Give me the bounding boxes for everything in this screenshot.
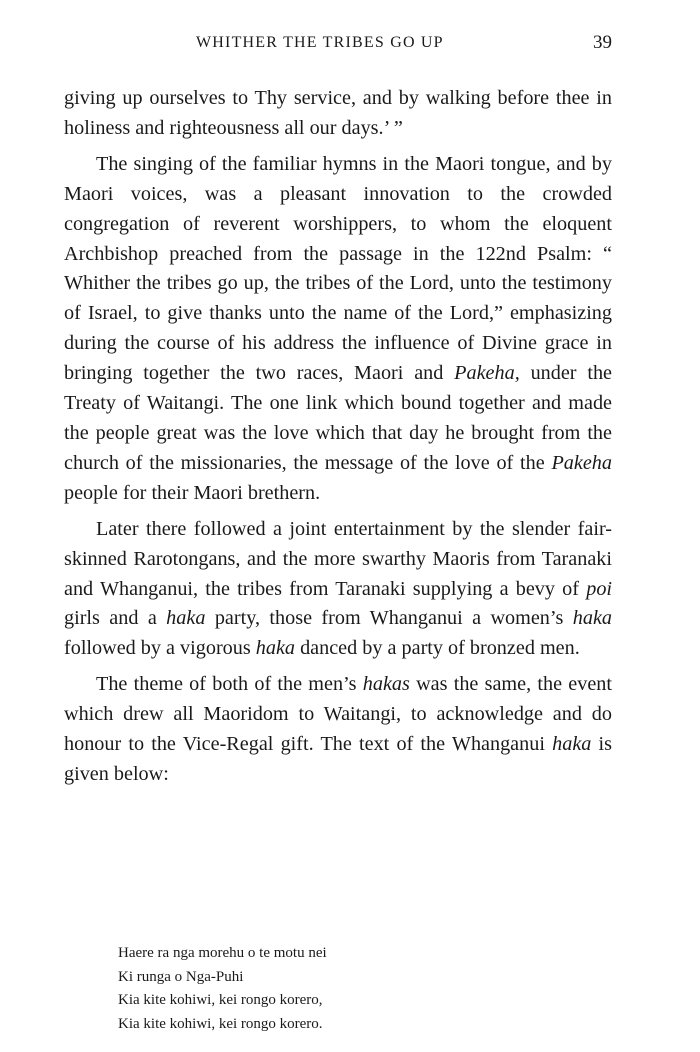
poem-line: Ki runga o Nga-Puhi [118, 968, 244, 985]
italic-term: hakas [362, 673, 410, 696]
paragraph-text: is given below: [64, 733, 613, 785]
paragraph-text: The singing of the familiar hymns in the Maori tongue, and by Maori voices, was a pleasant innovation to the crowded congregation of reverent worshippers, to whom the eloquent Archbishop preached from the passage in the 122nd Psalm: “ Whither the tribes go up, the tribes of the Lord, unto the testimony of Israel, to give thanks unto the name of the Lord,” emphasizing during the course of his address the influence of Divine grace in bringing together the two races, Maori and [64, 152, 612, 385]
page-header [64, 34, 612, 58]
paragraph-theme [64, 670, 612, 790]
poem-line: Haere ra nga morehu o te motu nei [118, 945, 327, 961]
italic-term: haka [166, 607, 206, 630]
paragraph-text: danced by a party of bronzed men. [300, 637, 580, 660]
poem-line: Kia kite kohiwi, kei rongo korero, [118, 992, 323, 1008]
poem-line: Kia kite kohiwi, kei rongo korero. [118, 1015, 323, 1032]
italic-term: haka [255, 637, 296, 660]
paragraph-continuation [64, 84, 612, 144]
paragraph-text: The theme of both of the men’s [96, 673, 357, 696]
italic-term: Pakeha, [454, 362, 520, 385]
page-number: 39 [593, 32, 612, 53]
paragraph-text: girls and a [64, 607, 157, 630]
paragraph-text: followed by a vigorous [64, 637, 251, 660]
paragraph-text: party, those from Whanganui a women’s [214, 607, 564, 630]
italic-term: Pakeha [551, 451, 612, 474]
italic-term: haka [572, 607, 613, 630]
paragraph-text: under the Treaty of Waitangi. The one link which bound together and made the people great was the love which that day he brought from the church of the missionaries, the message of the love of the [64, 362, 612, 474]
paragraph-text: Later there followed a joint entertainment by the slender fair-skinned Rarotongans, and the more swarthy Maoris from Taranaki and Whanganui, the tribes from Taranaki supplying a bevy of [64, 517, 612, 600]
italic-term: poi [586, 577, 613, 600]
paragraph-service [64, 150, 612, 509]
running-head: WHITHER THE TRIBES GO UP [196, 34, 444, 51]
haka-text [118, 942, 327, 1036]
italic-term: haka [552, 733, 592, 756]
paragraph-entertainment [64, 515, 612, 665]
paragraph-text: was the same, the event which drew all Maoridom to Waitangi, to acknowledge and do honour to the Vice-Regal gift. The text of the Whanganui [64, 673, 612, 756]
paragraph-text: people for their Maori brethern. [64, 481, 321, 504]
paragraph-text: giving up ourselves to Thy service, and by walking before thee in holiness and righteousness all our days.’ ” [64, 87, 612, 139]
body-text [64, 84, 612, 796]
